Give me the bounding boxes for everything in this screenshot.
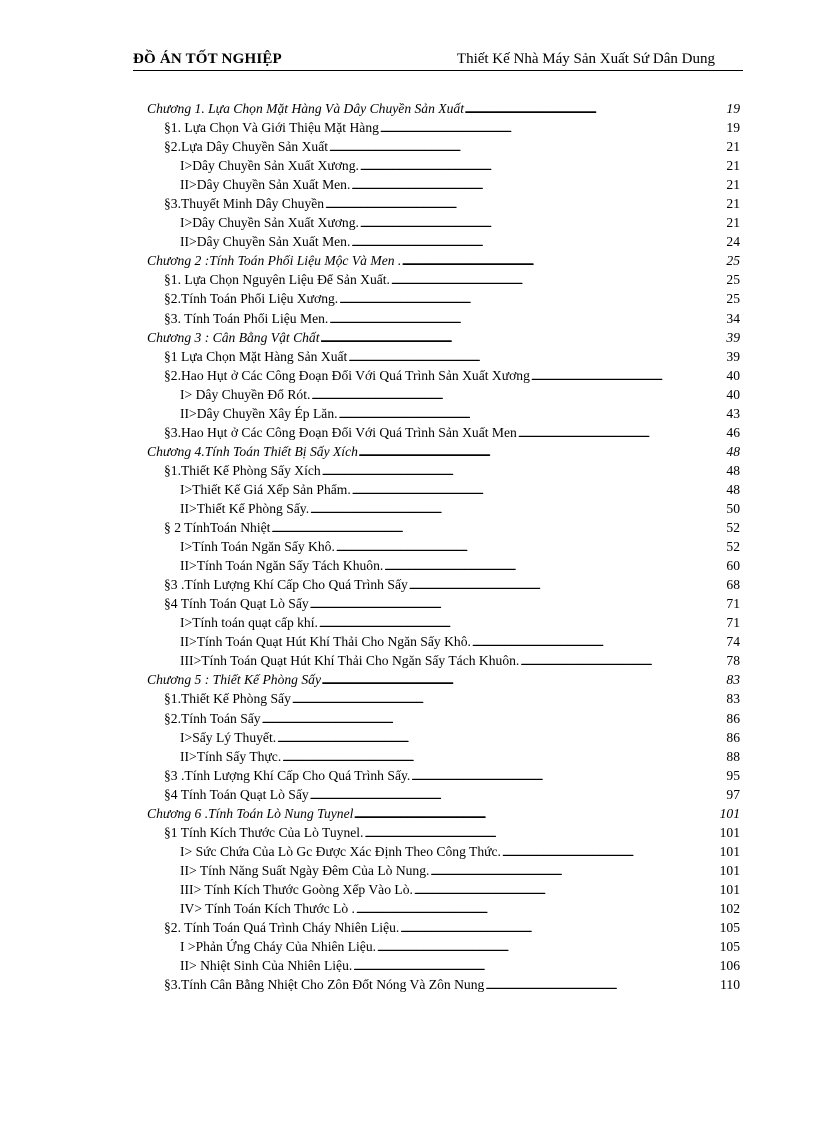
toc-chapter-entry[interactable] (147, 330, 740, 349)
toc-entry-title: I>Tính Toán Ngăn Sấy Khô. (180, 539, 335, 555)
page-header (133, 50, 743, 71)
dot-leader (351, 234, 725, 250)
toc-entry[interactable] (147, 539, 740, 558)
dot-leader (310, 787, 726, 803)
toc-entry[interactable] (147, 120, 740, 139)
dot-leader (271, 520, 725, 536)
toc-entry-page: 78 (726, 653, 740, 669)
dot-leader (310, 596, 726, 612)
toc-entry-title: II>Dây Chuyền Sản Xuất Men. (180, 234, 351, 250)
dot-leader (329, 139, 725, 155)
table-of-contents (147, 101, 740, 996)
toc-entry[interactable] (147, 196, 740, 215)
toc-entry[interactable] (147, 577, 740, 596)
toc-entry-page: 97 (726, 786, 740, 802)
toc-entry-page: 48 (726, 462, 740, 478)
toc-chapter-entry[interactable] (147, 444, 740, 463)
toc-entry-page: 46 (726, 424, 740, 440)
toc-entry-title: I >Phản Ứng Cháy Của Nhiên Liệu. (180, 939, 377, 955)
toc-entry-page: 40 (726, 367, 740, 383)
dot-leader (472, 634, 726, 650)
toc-entry[interactable] (147, 977, 740, 996)
toc-entry-page: 21 (726, 196, 740, 212)
dot-leader (277, 730, 725, 746)
dot-leader (348, 349, 725, 365)
toc-entry-page: 110 (720, 977, 740, 993)
toc-entry-page: 39 (726, 329, 740, 345)
toc-entry[interactable] (147, 139, 740, 158)
toc-entry-title: I>Sấy Lý Thuyết. (180, 729, 277, 745)
toc-entry[interactable] (147, 768, 740, 787)
dot-leader (400, 920, 718, 936)
toc-entry[interactable] (147, 234, 740, 253)
toc-entry-title: §2. Tính Toán Quá Trình Cháy Nhiên Liệu. (164, 920, 400, 936)
toc-entry-title: §3. Tính Toán Phối Liệu Men. (164, 310, 329, 326)
toc-entry-title: Chương 4.Tính Toán Thiết Bị Sấy Xích (147, 443, 358, 459)
toc-entry-title: II>Tính Toán Quạt Hút Khí Thải Cho Ngăn Sấy Khô. (180, 634, 471, 650)
toc-entry-page: 86 (726, 729, 740, 745)
dot-leader (354, 806, 718, 822)
dot-leader (359, 444, 725, 460)
toc-entry-page: 48 (726, 481, 740, 497)
toc-entry[interactable] (147, 501, 740, 520)
dot-leader (384, 558, 725, 574)
toc-entry-page: 48 (726, 443, 740, 459)
toc-entry-title: II> Tính Năng Suất Ngày Đêm Của Lò Nung. (180, 862, 430, 878)
dot-leader (411, 768, 725, 784)
toc-entry-page: 50 (726, 500, 740, 516)
toc-chapter-entry[interactable] (147, 672, 740, 691)
toc-entry[interactable] (147, 958, 740, 977)
toc-entry-title: I>Thiết Kế Giá Xếp Sản Phẩm. (180, 481, 351, 497)
toc-entry-page: 88 (726, 748, 740, 764)
dot-leader (380, 120, 725, 136)
dot-leader (502, 844, 719, 860)
dot-leader (339, 406, 726, 422)
toc-entry[interactable] (147, 406, 740, 425)
toc-entry-page: 101 (719, 805, 740, 821)
toc-entry-page: 25 (726, 291, 740, 307)
toc-entry-title: I> Sức Chứa Của Lò Gc Được Xác Định Theo Công Thức. (180, 843, 501, 859)
toc-entry-title: §2.Tính Toán Sấy (164, 710, 261, 726)
toc-entry-title: II>Tính Sấy Thực. (180, 748, 282, 764)
toc-entry-title: §1. Lựa Chọn Nguyên Liệu Để Sản Xuất. (164, 272, 390, 288)
toc-entry-page: 101 (719, 824, 740, 840)
toc-entry-title: §3 .Tính Lượng Khí Cấp Cho Quá Trình Sấy (164, 577, 408, 593)
toc-entry-title: §3.Hao Hụt ở Các Công Đoạn Đối Với Quá Trình Sản Xuất Men (164, 424, 517, 440)
toc-entry-page: 83 (726, 672, 740, 688)
header-subtitle: Thiết Kế Nhà Máy Sản Xuất Sứ Dân Dung (456, 51, 715, 67)
dot-leader (356, 901, 719, 917)
dot-leader (336, 539, 726, 555)
toc-entry-title: Chương 1. Lựa Chọn Mặt Hàng Và Dây Chuyền Sản Xuất (147, 101, 464, 116)
dot-leader (391, 272, 725, 288)
toc-entry-page: 19 (726, 101, 740, 116)
toc-entry[interactable] (147, 844, 740, 863)
dot-leader (322, 463, 726, 479)
toc-entry-page: 105 (719, 920, 740, 936)
dot-leader (325, 196, 725, 212)
toc-entry[interactable] (147, 177, 740, 196)
toc-entry-page: 43 (726, 405, 740, 421)
toc-entry[interactable] (147, 863, 740, 882)
dot-leader (329, 311, 725, 327)
dot-leader (282, 749, 725, 765)
toc-entry[interactable] (147, 311, 740, 330)
toc-entry-page: 25 (726, 272, 740, 288)
toc-entry-page: 68 (726, 577, 740, 593)
toc-entry[interactable] (147, 653, 740, 672)
toc-entry-title: I>Tính toán quạt cấp khí. (180, 615, 318, 631)
toc-entry-title: §2.Hao Hụt ở Các Công Đoạn Đối Với Quá Trình Sản Xuất Xương (164, 367, 530, 383)
toc-entry[interactable] (147, 387, 740, 406)
toc-entry[interactable] (147, 349, 740, 368)
dot-leader (430, 863, 718, 879)
toc-entry[interactable] (147, 520, 740, 539)
toc-entry-page: 25 (726, 253, 740, 269)
toc-entry[interactable] (147, 787, 740, 806)
toc-entry-title: III>Tính Toán Quạt Hút Khí Thải Cho Ngăn Sấy Tách Khuôn. (180, 653, 520, 669)
toc-entry-page: 102 (719, 900, 740, 916)
toc-entry-title: §1.Thiết Kế Phòng Sấy Xích (164, 462, 321, 478)
toc-entry-page: 60 (726, 558, 740, 574)
toc-entry-title: I> Dây Chuyền Đổ Rót. (180, 386, 311, 402)
dot-leader (364, 825, 718, 841)
toc-entry-title: §4 Tính Toán Quạt Lò Sấy (164, 596, 309, 612)
dot-leader (465, 101, 725, 117)
toc-entry[interactable] (147, 749, 740, 768)
toc-entry[interactable] (147, 558, 740, 577)
toc-entry-title: I>Dây Chuyền Sản Xuất Xương. (180, 158, 359, 174)
toc-entry-page: 106 (719, 958, 740, 974)
toc-entry[interactable] (147, 711, 740, 730)
toc-entry[interactable] (147, 825, 740, 844)
dot-leader (292, 691, 726, 707)
toc-entry[interactable] (147, 615, 740, 634)
toc-entry[interactable] (147, 920, 740, 939)
toc-entry[interactable] (147, 730, 740, 749)
toc-entry[interactable] (147, 596, 740, 615)
toc-entry-title: §1 Tính Kích Thước Của Lò Tuynel. (164, 824, 364, 840)
dot-leader (339, 291, 725, 307)
dot-leader (377, 939, 719, 955)
toc-entry-title: §3.Tính Cân Bằng Nhiệt Cho Zôn Đốt Nóng Và Zôn Nung (164, 977, 485, 993)
toc-chapter-entry[interactable] (147, 253, 740, 272)
toc-entry-title: Chương 3 : Cân Bằng Vật Chất (147, 329, 320, 345)
toc-entry[interactable] (147, 291, 740, 310)
toc-entry-title: §3 .Tính Lượng Khí Cấp Cho Quá Trình Sấy. (164, 767, 411, 783)
toc-entry[interactable] (147, 901, 740, 920)
toc-entry[interactable] (147, 463, 740, 482)
dot-leader (262, 711, 726, 727)
dot-leader (402, 253, 725, 269)
toc-entry-page: 86 (726, 710, 740, 726)
toc-entry-page: 105 (719, 939, 740, 955)
toc-entry-title: II>Thiết Kế Phòng Sấy. (180, 500, 310, 516)
toc-entry-page: 74 (726, 634, 740, 650)
dot-leader (319, 615, 726, 631)
toc-entry-title: §1 Lựa Chọn Mặt Hàng Sản Xuất (164, 348, 348, 364)
toc-entry-page: 21 (726, 215, 740, 231)
toc-entry-title: §3.Thuyết Minh Dây Chuyền (164, 196, 325, 212)
toc-entry-title: Chương 6 .Tính Toán Lò Nung Tuynel (147, 805, 354, 821)
dot-leader (531, 368, 726, 384)
toc-entry-title: I>Dây Chuyền Sản Xuất Xương. (180, 215, 359, 231)
dot-leader (310, 501, 725, 517)
toc-chapter-entry[interactable] (147, 806, 740, 825)
dot-leader (409, 577, 726, 593)
header-title: ĐỒ ÁN TỐT NGHIỆP (133, 51, 282, 67)
dot-leader (311, 387, 725, 403)
toc-entry-page: 24 (726, 234, 740, 250)
toc-entry-page: 52 (726, 539, 740, 555)
dot-leader (322, 672, 725, 688)
toc-entry-page: 95 (726, 767, 740, 783)
toc-entry[interactable] (147, 368, 740, 387)
toc-entry-page: 83 (726, 691, 740, 707)
toc-entry-page: 21 (726, 177, 740, 193)
toc-entry-title: II>Dây Chuyền Sản Xuất Men. (180, 177, 351, 193)
toc-entry-title: Chương 5 : Thiết Kế Phòng Sấy (147, 672, 322, 688)
toc-entry[interactable] (147, 158, 740, 177)
toc-entry-page: 21 (726, 139, 740, 155)
toc-entry-page: 52 (726, 520, 740, 536)
toc-entry-page: 40 (726, 386, 740, 402)
toc-entry[interactable] (147, 482, 740, 501)
toc-entry-page: 71 (726, 615, 740, 631)
dot-leader (520, 653, 725, 669)
toc-entry-title: Chương 2 :Tính Toán Phối Liệu Mộc Và Men . (147, 253, 402, 269)
toc-entry[interactable] (147, 272, 740, 291)
toc-entry[interactable] (147, 425, 740, 444)
toc-entry-page: 19 (726, 120, 740, 136)
toc-entry[interactable] (147, 215, 740, 234)
toc-entry-title: § 2 TínhToán Nhiệt (164, 520, 271, 536)
toc-entry-title: IV> Tính Toán Kích Thước Lò . (180, 900, 355, 916)
dot-leader (360, 158, 726, 174)
dot-leader (351, 177, 725, 193)
toc-chapter-entry[interactable] (147, 101, 740, 120)
toc-entry-title: II>Tính Toán Ngăn Sấy Tách Khuôn. (180, 558, 384, 574)
toc-entry-page: 101 (719, 862, 740, 878)
toc-entry-title: II>Dây Chuyền Xây Ép Lăn. (180, 405, 338, 421)
toc-entry-title: §2.Tính Toán Phối Liệu Xương. (164, 291, 339, 307)
toc-entry-page: 34 (726, 310, 740, 326)
toc-entry[interactable] (147, 634, 740, 653)
toc-entry-page: 71 (726, 596, 740, 612)
dot-leader (353, 958, 718, 974)
dot-leader (321, 330, 726, 346)
dot-leader (485, 977, 719, 993)
dot-leader (352, 482, 726, 498)
toc-entry-title: II> Nhiệt Sinh Của Nhiên Liệu. (180, 958, 353, 974)
toc-entry-title: §2.Lựa Dây Chuyền Sản Xuất (164, 139, 329, 155)
toc-entry-page: 39 (726, 348, 740, 364)
toc-entry-title: III> Tính Kích Thước Goòng Xếp Vào Lò. (180, 881, 413, 897)
dot-leader (360, 215, 726, 231)
toc-entry-title: §1. Lựa Chọn Và Giới Thiệu Mặt Hàng (164, 120, 379, 136)
toc-entry[interactable] (147, 882, 740, 901)
toc-entry[interactable] (147, 691, 740, 710)
dot-leader (518, 425, 726, 441)
toc-entry-page: 21 (726, 158, 740, 174)
toc-entry-page: 101 (719, 843, 740, 859)
toc-entry-title: §4 Tính Toán Quạt Lò Sấy (164, 786, 309, 802)
toc-entry-title: §1.Thiết Kế Phòng Sấy (164, 691, 291, 707)
toc-entry-page: 101 (719, 881, 740, 897)
dot-leader (414, 882, 719, 898)
toc-entry[interactable] (147, 939, 740, 958)
